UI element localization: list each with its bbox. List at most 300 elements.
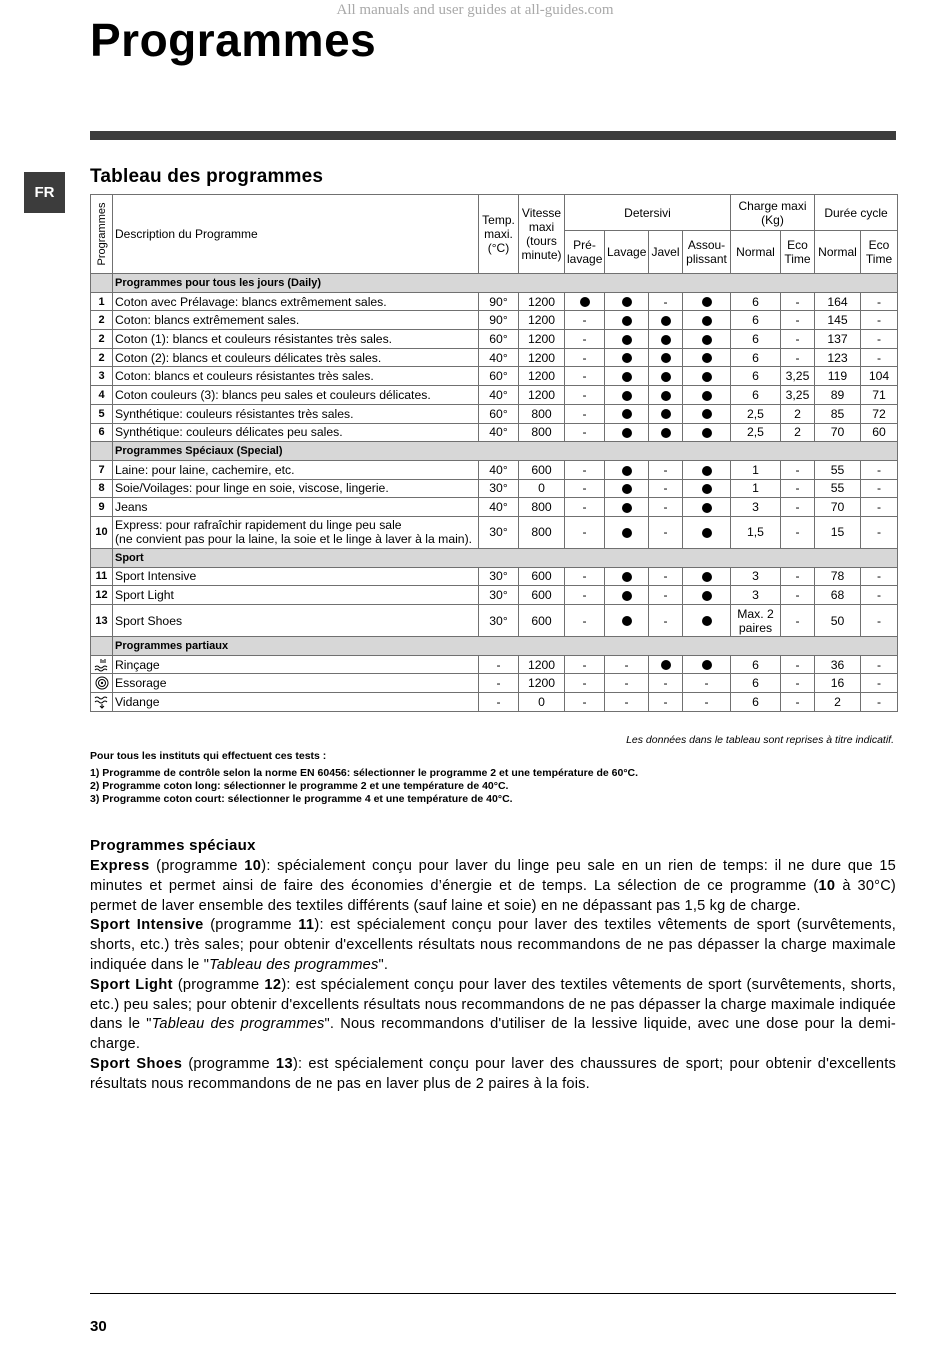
dot-icon bbox=[661, 660, 671, 670]
assouplissant-value: - bbox=[704, 676, 709, 691]
prelavage-value: - bbox=[582, 350, 587, 365]
javel-cell bbox=[649, 516, 683, 548]
charge-normal: 6 bbox=[731, 386, 781, 405]
charge-eco: - bbox=[781, 292, 815, 311]
dot-icon bbox=[622, 353, 632, 363]
section-title: Tableau des programmes bbox=[90, 166, 324, 187]
duree-eco: 60 bbox=[861, 423, 898, 442]
assouplissant-cell bbox=[683, 386, 731, 405]
prelavage-cell bbox=[565, 674, 605, 693]
assouplissant-cell bbox=[683, 498, 731, 517]
col-header-duree-eco: Eco Time bbox=[861, 231, 898, 274]
sport-light-paragraph: Sport Light (programme 12): est spécialement conçu pour laver des textiles vêtements de sport (survêtements, shorts, etc.) peu sales; pour obtenir d'excellents résultats nous recommandons de ne pas dépasser la charge maximale indiquée dans le "Tableau des programmes". Nous recommandons d'utiliser de la lessive liquide, avec une dose pour la demi-charge. bbox=[90, 976, 897, 1053]
table-row bbox=[91, 367, 898, 386]
temperature: 60° bbox=[479, 330, 519, 349]
dot-icon bbox=[702, 316, 712, 326]
prelavage-value: - bbox=[582, 369, 587, 384]
duree-normal: 70 bbox=[815, 423, 861, 442]
section-num-cell bbox=[91, 274, 113, 293]
programme-detail: blancs peu sales et couleurs délicates. bbox=[218, 387, 431, 402]
table-row bbox=[91, 460, 898, 479]
dot-icon bbox=[622, 409, 632, 419]
charge-normal: 6 bbox=[731, 693, 781, 712]
test-instructions-lead: Pour tous les instituts qui effectuent ces tests : bbox=[90, 750, 327, 762]
prelavage-value: - bbox=[582, 657, 587, 672]
col-header-charge: Charge maxi (Kg) bbox=[731, 195, 815, 231]
duree-eco: - bbox=[861, 516, 898, 548]
table-row bbox=[91, 567, 898, 586]
indicative-note: Les données dans le tableau sont reprises à titre indicatif. bbox=[626, 734, 894, 746]
table-row bbox=[91, 330, 898, 349]
table-row bbox=[91, 423, 898, 442]
temperature: - bbox=[479, 655, 519, 674]
prelavage-value: - bbox=[582, 462, 587, 477]
prelavage-cell bbox=[565, 423, 605, 442]
charge-normal-line2: paires bbox=[738, 620, 773, 635]
temperature: 30° bbox=[479, 586, 519, 605]
duree-normal: 68 bbox=[815, 586, 861, 605]
table-row bbox=[91, 674, 898, 693]
dot-icon bbox=[661, 409, 671, 419]
dot-icon bbox=[702, 528, 712, 538]
duree-eco: - bbox=[861, 567, 898, 586]
temperature: 40° bbox=[479, 386, 519, 405]
prelavage-value: - bbox=[582, 613, 587, 628]
prelavage-cell bbox=[565, 693, 605, 712]
col-header-temp: Temp. maxi. (°C) bbox=[479, 195, 519, 274]
section-row-daily bbox=[91, 274, 898, 293]
charge-normal: 6 bbox=[731, 292, 781, 311]
programme-name: Sport Light bbox=[115, 588, 174, 603]
programme-name: Soie/Voilages: bbox=[115, 481, 193, 496]
dot-icon bbox=[622, 528, 632, 538]
programme-description bbox=[113, 311, 479, 330]
spin-speed: 600 bbox=[519, 605, 565, 637]
programme-description bbox=[113, 516, 479, 548]
javel-value: - bbox=[663, 481, 668, 496]
programme-name: Coton (1): bbox=[115, 331, 170, 346]
bottom-divider bbox=[90, 1293, 896, 1294]
dot-icon bbox=[702, 428, 712, 438]
lavage-cell bbox=[605, 460, 649, 479]
duree-eco: - bbox=[861, 655, 898, 674]
javel-cell bbox=[649, 423, 683, 442]
duree-eco: - bbox=[861, 348, 898, 367]
dot-icon bbox=[622, 484, 632, 494]
temperature: - bbox=[479, 693, 519, 712]
programme-description bbox=[113, 479, 479, 498]
prelavage-value: - bbox=[582, 588, 587, 603]
col-header-assouplissant: Assou- plissant bbox=[683, 231, 731, 274]
assouplissant-cell bbox=[683, 348, 731, 367]
col-header-lavage: Lavage bbox=[605, 231, 649, 274]
programmes-table bbox=[90, 194, 898, 712]
dot-icon bbox=[622, 428, 632, 438]
col-header-duree: Durée cycle bbox=[815, 195, 898, 231]
temperature: 30° bbox=[479, 516, 519, 548]
charge-eco: 3,25 bbox=[781, 386, 815, 405]
section-row-partial bbox=[91, 637, 898, 656]
charge-eco: - bbox=[781, 460, 815, 479]
spin-speed: 1200 bbox=[519, 367, 565, 386]
programme-description bbox=[113, 348, 479, 367]
assouplissant-cell bbox=[683, 693, 731, 712]
charge-normal: 6 bbox=[731, 367, 781, 386]
programme-detail: blancs extrêmement sales. bbox=[150, 313, 300, 328]
spin-speed: 1200 bbox=[519, 386, 565, 405]
dot-icon bbox=[702, 335, 712, 345]
charge-normal: 6 bbox=[731, 348, 781, 367]
programme-name: Coton avec Prélavage: bbox=[115, 294, 239, 309]
charge-normal: 6 bbox=[731, 311, 781, 330]
programme-name: Rinçage bbox=[115, 657, 160, 672]
programme-detail: blancs et couleurs délicates très sales. bbox=[169, 350, 382, 365]
lavage-cell bbox=[605, 423, 649, 442]
col-header-description: Description du Programme bbox=[113, 195, 479, 274]
prelavage-cell bbox=[565, 479, 605, 498]
programme-name: Synthétique: bbox=[115, 406, 183, 421]
duree-normal: 145 bbox=[815, 311, 861, 330]
duree-eco: - bbox=[861, 605, 898, 637]
programme-name: Coton: bbox=[115, 313, 151, 328]
temperature: 40° bbox=[479, 348, 519, 367]
prelavage-cell bbox=[565, 586, 605, 605]
charge-normal: 1,5 bbox=[731, 516, 781, 548]
javel-value: - bbox=[663, 294, 668, 309]
dot-icon bbox=[702, 572, 712, 582]
javel-cell bbox=[649, 605, 683, 637]
prelavage-value: - bbox=[582, 676, 587, 691]
prelavage-cell bbox=[565, 386, 605, 405]
programme-detail-line2: (ne convient pas pour la laine, la soie et le linge à laver à la main). bbox=[115, 532, 473, 547]
spin-speed: 800 bbox=[519, 423, 565, 442]
prelavage-cell bbox=[565, 330, 605, 349]
section-label: Programmes Spéciaux (Special) bbox=[113, 442, 898, 461]
programme-name: Express: bbox=[115, 518, 163, 533]
javel-value: - bbox=[663, 676, 668, 691]
programme-number: 11 bbox=[91, 567, 113, 586]
assouplissant-cell bbox=[683, 674, 731, 693]
spin-speed: 800 bbox=[519, 498, 565, 517]
programme-description bbox=[113, 498, 479, 517]
dot-icon bbox=[622, 466, 632, 476]
duree-eco: 104 bbox=[861, 367, 898, 386]
page-title: Programmes bbox=[90, 14, 377, 66]
duree-normal: 55 bbox=[815, 479, 861, 498]
dot-icon bbox=[702, 660, 712, 670]
test-instructions bbox=[90, 750, 638, 806]
language-tab: FR bbox=[24, 172, 65, 213]
lavage-cell bbox=[605, 404, 649, 423]
assouplissant-cell bbox=[683, 605, 731, 637]
programme-description bbox=[113, 423, 479, 442]
javel-cell bbox=[649, 311, 683, 330]
section-num-cell bbox=[91, 637, 113, 656]
programme-number: 2 bbox=[91, 311, 113, 330]
dot-icon bbox=[661, 353, 671, 363]
programme-number: 2 bbox=[91, 330, 113, 349]
charge-normal: 3 bbox=[731, 567, 781, 586]
dot-icon bbox=[622, 572, 632, 582]
javel-cell bbox=[649, 693, 683, 712]
programme-name: Essorage bbox=[115, 676, 167, 691]
programme-name: Sport Intensive bbox=[115, 569, 197, 584]
section-row-sport bbox=[91, 548, 898, 567]
javel-cell bbox=[649, 292, 683, 311]
temperature: 30° bbox=[479, 479, 519, 498]
dot-icon bbox=[622, 616, 632, 626]
charge-eco: - bbox=[781, 674, 815, 693]
programme-number: 2 bbox=[91, 348, 113, 367]
lavage-cell bbox=[605, 516, 649, 548]
javel-cell bbox=[649, 460, 683, 479]
express-paragraph: Express (programme 10): spécialement conçu pour laver du linge peu sale en un rien de temps: il ne dure que 15 minutes et permet ainsi de faire des économies d’énergie et de temps. La sélection de ce programme (10 à 30°C) permet de laver ensemble des textiles différents (sauf laine et soie) en ne dépassant pas 1,5 kg de charge. bbox=[90, 858, 896, 914]
duree-normal: 137 bbox=[815, 330, 861, 349]
dot-icon bbox=[622, 297, 632, 307]
temperature: 40° bbox=[479, 460, 519, 479]
javel-cell bbox=[649, 567, 683, 586]
spin-speed: 600 bbox=[519, 567, 565, 586]
prelavage-cell bbox=[565, 348, 605, 367]
duree-normal: 164 bbox=[815, 292, 861, 311]
programme-name: Coton: bbox=[115, 369, 151, 384]
programme-number: 7 bbox=[91, 460, 113, 479]
charge-eco: - bbox=[781, 311, 815, 330]
charge-eco: 2 bbox=[781, 404, 815, 423]
temperature: - bbox=[479, 674, 519, 693]
dot-icon bbox=[702, 297, 712, 307]
programme-detail: pour linge en soie, viscose, lingerie. bbox=[192, 481, 389, 496]
programme-name: Jeans bbox=[115, 500, 148, 515]
assouplissant-cell bbox=[683, 423, 731, 442]
lavage-cell bbox=[605, 605, 649, 637]
section-label: Sport bbox=[113, 548, 898, 567]
lavage-cell bbox=[605, 655, 649, 674]
programme-number: 8 bbox=[91, 479, 113, 498]
prelavage-value: - bbox=[582, 525, 587, 540]
programme-description bbox=[113, 404, 479, 423]
spin-speed: 1200 bbox=[519, 674, 565, 693]
spin-speed: 800 bbox=[519, 404, 565, 423]
duree-normal: 89 bbox=[815, 386, 861, 405]
lavage-cell bbox=[605, 674, 649, 693]
watermark: All manuals and user guides at all-guides.com bbox=[336, 2, 614, 18]
duree-normal: 123 bbox=[815, 348, 861, 367]
table-row bbox=[91, 479, 898, 498]
programme-description bbox=[113, 292, 479, 311]
duree-eco: - bbox=[861, 292, 898, 311]
programme-description bbox=[113, 367, 479, 386]
charge-eco: - bbox=[781, 516, 815, 548]
col-header-programmes: Programmes bbox=[91, 195, 113, 274]
spin-speed: 1200 bbox=[519, 655, 565, 674]
dot-icon bbox=[622, 316, 632, 326]
section-num-cell bbox=[91, 548, 113, 567]
lavage-cell bbox=[605, 567, 649, 586]
drain-icon bbox=[93, 695, 110, 709]
lavage-cell bbox=[605, 367, 649, 386]
assouplissant-cell bbox=[683, 330, 731, 349]
table-row bbox=[91, 586, 898, 605]
programme-description bbox=[113, 693, 479, 712]
spin-speed: 1200 bbox=[519, 292, 565, 311]
temperature: 40° bbox=[479, 423, 519, 442]
programme-number: 5 bbox=[91, 404, 113, 423]
charge-normal: 2,5 bbox=[731, 423, 781, 442]
duree-eco: 72 bbox=[861, 404, 898, 423]
dot-icon bbox=[580, 297, 590, 307]
table-row bbox=[91, 605, 898, 637]
javel-cell bbox=[649, 479, 683, 498]
spin-speed: 1200 bbox=[519, 311, 565, 330]
charge-normal: 1 bbox=[731, 479, 781, 498]
duree-normal: 2 bbox=[815, 693, 861, 712]
programme-name: Vidange bbox=[115, 694, 160, 709]
duree-normal: 36 bbox=[815, 655, 861, 674]
lavage-value: - bbox=[624, 676, 629, 691]
dot-icon bbox=[702, 616, 712, 626]
programme-detail: blancs et couleurs résistantes très sales. bbox=[150, 369, 374, 384]
assouplissant-cell bbox=[683, 367, 731, 386]
programme-number: 1 bbox=[91, 292, 113, 311]
spin-icon bbox=[93, 676, 110, 690]
charge-eco: 2 bbox=[781, 423, 815, 442]
assouplissant-cell bbox=[683, 567, 731, 586]
javel-cell bbox=[649, 348, 683, 367]
assouplissant-cell bbox=[683, 404, 731, 423]
table-row bbox=[91, 386, 898, 405]
programme-detail: pour laine, cachemire, etc. bbox=[148, 462, 295, 477]
javel-value: - bbox=[663, 694, 668, 709]
prelavage-cell bbox=[565, 655, 605, 674]
prelavage-value: - bbox=[582, 694, 587, 709]
spin-speed: 0 bbox=[519, 479, 565, 498]
section-label: Programmes partiaux bbox=[113, 637, 898, 656]
assouplissant-cell bbox=[683, 586, 731, 605]
programme-name: Sport Shoes bbox=[115, 613, 183, 628]
table-row bbox=[91, 498, 898, 517]
charge-normal bbox=[731, 605, 781, 637]
dot-icon bbox=[622, 503, 632, 513]
prelavage-value: - bbox=[582, 406, 587, 421]
temperature: 30° bbox=[479, 567, 519, 586]
javel-cell bbox=[649, 674, 683, 693]
charge-eco: - bbox=[781, 655, 815, 674]
dot-icon bbox=[702, 353, 712, 363]
duree-normal: 16 bbox=[815, 674, 861, 693]
duree-eco: 71 bbox=[861, 386, 898, 405]
dot-icon bbox=[702, 391, 712, 401]
top-divider bbox=[90, 131, 896, 140]
col-header-duree-normal: Normal bbox=[815, 231, 861, 274]
javel-cell bbox=[649, 386, 683, 405]
dot-icon bbox=[661, 391, 671, 401]
dot-icon bbox=[702, 484, 712, 494]
lavage-cell bbox=[605, 479, 649, 498]
prelavage-value: - bbox=[582, 331, 587, 346]
table-row bbox=[91, 655, 898, 674]
javel-cell bbox=[649, 404, 683, 423]
charge-eco: 3,25 bbox=[781, 367, 815, 386]
duree-eco: - bbox=[861, 586, 898, 605]
duree-normal: 70 bbox=[815, 498, 861, 517]
spin-speed: 1200 bbox=[519, 330, 565, 349]
prelavage-cell bbox=[565, 498, 605, 517]
charge-eco: - bbox=[781, 693, 815, 712]
table-row bbox=[91, 311, 898, 330]
assouplissant-cell bbox=[683, 655, 731, 674]
programme-number: 3 bbox=[91, 367, 113, 386]
temperature: 60° bbox=[479, 367, 519, 386]
javel-value: - bbox=[663, 500, 668, 515]
lavage-cell bbox=[605, 330, 649, 349]
programme-number: 4 bbox=[91, 386, 113, 405]
table-row bbox=[91, 348, 898, 367]
javel-value: - bbox=[663, 613, 668, 628]
table-row bbox=[91, 516, 898, 548]
javel-cell bbox=[649, 330, 683, 349]
programme-description bbox=[113, 655, 479, 674]
programme-number: 6 bbox=[91, 423, 113, 442]
duree-eco: - bbox=[861, 330, 898, 349]
lavage-cell bbox=[605, 386, 649, 405]
dot-icon bbox=[702, 503, 712, 513]
sport-intensive-paragraph: Sport Intensive (programme 11): est spécialement conçu pour laver des textiles vêtements de sport (survêtements, shorts, etc.) très sales; pour obtenir d'excellents résultats nous recommandons de ne pas dépasser la charge maximale indiquée dans le "Tableau des programmes". bbox=[90, 917, 897, 973]
programme-icon-cell bbox=[91, 655, 113, 674]
dot-icon bbox=[702, 372, 712, 382]
duree-normal: 15 bbox=[815, 516, 861, 548]
page-number: 30 bbox=[90, 1318, 107, 1335]
programme-detail: blancs et couleurs résistantes très sales. bbox=[169, 331, 393, 346]
lavage-cell bbox=[605, 693, 649, 712]
duree-normal: 78 bbox=[815, 567, 861, 586]
prelavage-cell bbox=[565, 367, 605, 386]
sport-shoes-paragraph: Sport Shoes (programme 13): est spécialement conçu pour laver des chaussures de sport; pour obtenir d'excellents résultats nous recommandons de ne pas en laver plus de 2 paires à la fois. bbox=[90, 1055, 896, 1092]
charge-eco: - bbox=[781, 348, 815, 367]
duree-normal: 50 bbox=[815, 605, 861, 637]
temperature: 40° bbox=[479, 498, 519, 517]
assouplissant-cell bbox=[683, 292, 731, 311]
dot-icon bbox=[622, 591, 632, 601]
dot-icon bbox=[702, 409, 712, 419]
programme-description bbox=[113, 605, 479, 637]
programme-number: 12 bbox=[91, 586, 113, 605]
charge-normal: 6 bbox=[731, 655, 781, 674]
dot-icon bbox=[661, 428, 671, 438]
prelavage-cell bbox=[565, 567, 605, 586]
charge-eco: - bbox=[781, 567, 815, 586]
programme-detail: couleurs résistantes très sales. bbox=[182, 406, 354, 421]
charge-eco: - bbox=[781, 479, 815, 498]
programme-description bbox=[113, 586, 479, 605]
programme-number: 9 bbox=[91, 498, 113, 517]
spin-speed: 0 bbox=[519, 693, 565, 712]
prelavage-cell bbox=[565, 404, 605, 423]
charge-normal: 6 bbox=[731, 674, 781, 693]
col-header-speed: Vitesse maxi (tours minute) bbox=[519, 195, 565, 274]
col-header-charge-eco: Eco Time bbox=[781, 231, 815, 274]
charge-normal: 3 bbox=[731, 586, 781, 605]
charge-eco: - bbox=[781, 498, 815, 517]
programme-description bbox=[113, 567, 479, 586]
assouplissant-value: - bbox=[704, 694, 709, 709]
special-programmes-text bbox=[90, 857, 896, 1095]
test-instruction-1: 1) Programme de contrôle selon la norme EN 60456: sélectionner le programme 2 et une température de 60°C. bbox=[90, 767, 639, 779]
javel-value: - bbox=[663, 525, 668, 540]
section-row-special bbox=[91, 442, 898, 461]
col-header-prelavage: Pré- lavage bbox=[565, 231, 605, 274]
temperature: 30° bbox=[479, 605, 519, 637]
